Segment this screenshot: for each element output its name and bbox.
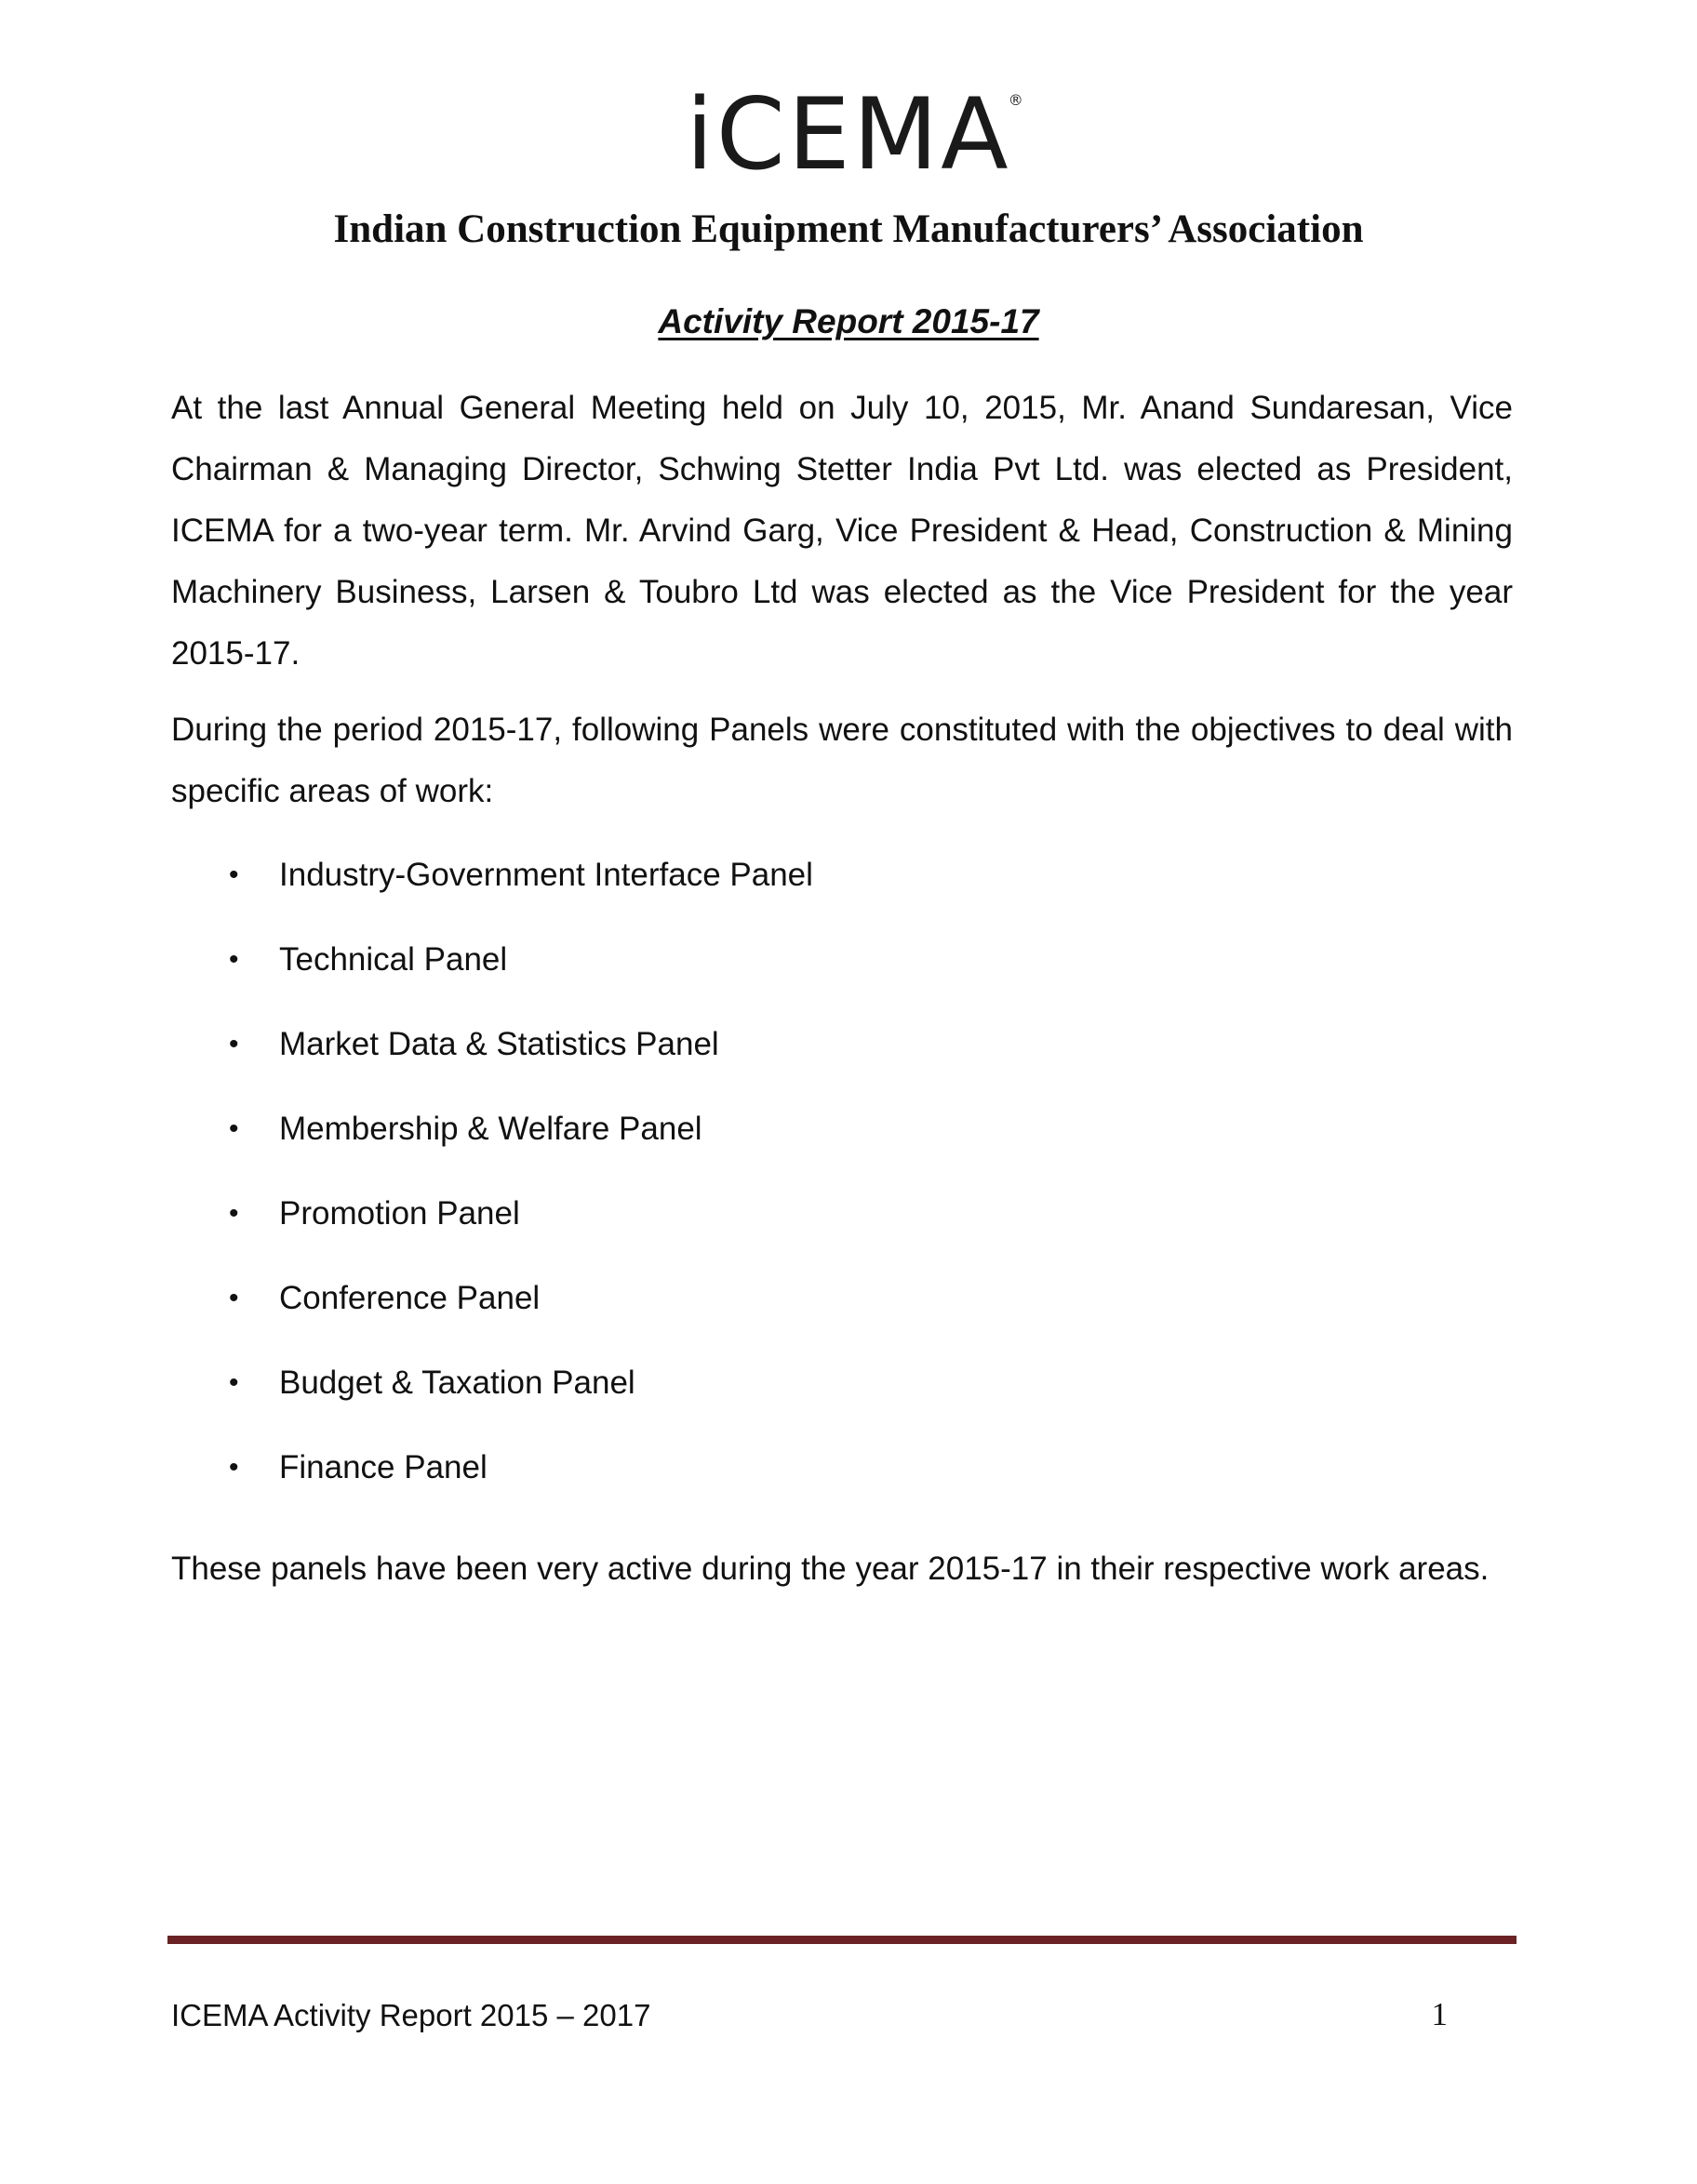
logo-wordmark: iCEMA bbox=[686, 77, 1011, 192]
bullet-icon: • bbox=[229, 859, 239, 890]
report-title: Activity Report 2015-17 bbox=[658, 302, 1039, 340]
panel-name: Membership & Welfare Panel bbox=[279, 1111, 702, 1147]
icema-logo bbox=[0, 77, 1697, 192]
list-item bbox=[171, 1352, 1474, 1437]
panel-name: Promotion Panel bbox=[279, 1195, 520, 1232]
panel-list bbox=[171, 845, 1474, 1522]
paragraph-agm-elections: At the last Annual General Meeting held on July 10, 2015, Mr. Anand Sundaresan, Vice Chairman & Managing Director, Schwing Stetter India Pvt Ltd. was elected as President, ICEMA for a two-year term. Mr. Arvind Garg, Vice President & Head, Construction & Mining Machinery Business, Larsen & Toubro Ltd was elected as the Vice President for the year 2015-17. bbox=[171, 390, 1513, 672]
panel-name: Finance Panel bbox=[279, 1449, 488, 1485]
panel-name: Industry-Government Interface Panel bbox=[279, 857, 813, 893]
bullet-icon: • bbox=[229, 944, 239, 975]
list-item bbox=[171, 1268, 1474, 1352]
bullet-icon: • bbox=[229, 1452, 239, 1483]
bullet-icon: • bbox=[229, 1367, 239, 1398]
list-item bbox=[171, 1014, 1474, 1099]
panel-name: Market Data & Statistics Panel bbox=[279, 1026, 719, 1062]
footer-divider bbox=[167, 1936, 1517, 1944]
list-item bbox=[171, 1099, 1474, 1183]
list-item bbox=[171, 1437, 1474, 1522]
list-item bbox=[171, 929, 1474, 1014]
footer-title: ICEMA Activity Report 2015 – 2017 bbox=[171, 1998, 651, 2032]
page-number: 1 bbox=[1431, 1996, 1448, 2032]
list-item bbox=[171, 845, 1474, 929]
panel-name: Technical Panel bbox=[279, 941, 508, 978]
bullet-icon: • bbox=[229, 1198, 239, 1229]
list-item bbox=[171, 1183, 1474, 1268]
bullet-icon: • bbox=[229, 1283, 239, 1313]
panel-name: Budget & Taxation Panel bbox=[279, 1365, 635, 1401]
bullet-icon: • bbox=[229, 1113, 239, 1144]
paragraph-panels-intro: During the period 2015-17, following Panels were constituted with the objectives to deal with specific areas of work: bbox=[171, 712, 1513, 809]
organization-name: Indian Construction Equipment Manufacturers’ Association bbox=[333, 207, 1364, 251]
registered-mark: ® bbox=[1008, 91, 1026, 109]
bullet-icon: • bbox=[229, 1029, 239, 1059]
panel-name: Conference Panel bbox=[279, 1280, 541, 1316]
paragraph-panels-summary: These panels have been very active during the year 2015-17 in their respective work areas. bbox=[171, 1551, 1490, 1587]
